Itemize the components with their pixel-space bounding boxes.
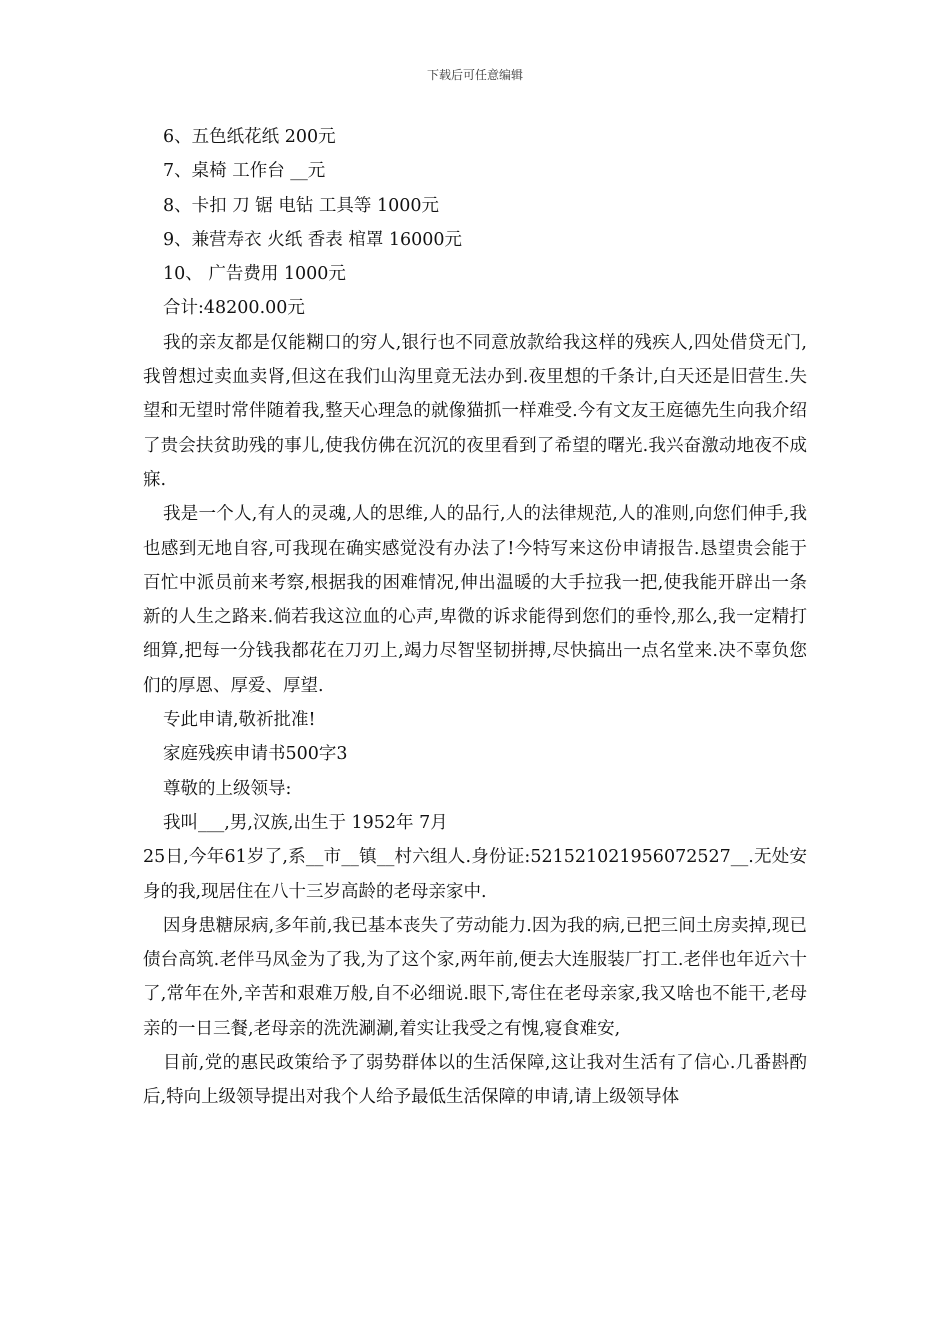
paragraph: 目前,党的惠民政策给予了弱势群体以的生活保障,这让我对生活有了信心.几番斟酌后,特向上级领导提出对我个人给予最低生活保障的申请,请上级领导体 xyxy=(143,1053,807,1108)
total-line: 合计:48200.00元 xyxy=(163,298,305,319)
intro-continuation: 25日,今年61岁了,系__市__镇__村六组人.身份证:521521021956072527__.无处安身的我,现居住在八十三岁高龄的老母亲家中. xyxy=(143,847,807,902)
list-item: 9、兼营寿衣 火纸 香表 棺罩 16000元 xyxy=(163,229,463,250)
paragraph: 因身患糖尿病,多年前,我已基本丧失了劳动能力.因为我的病,已把三间土房卖掉,现已债台高筑.老伴马凤金为了我,为了这个家,两年前,便去大连服装厂打工.老伴也年近六十了,常年在外,辛苦和艰难万般,自不必细说.眼下,寄住在老母亲家,我又啥也不能干,老母亲的一日三餐,老母亲的洗洗涮涮,着实让我受之有愧,寝食难安, xyxy=(143,915,807,1039)
section-title: 家庭残疾申请书500字3 xyxy=(163,744,348,765)
paragraph: 我的亲友都是仅能糊口的穷人,银行也不同意放款给我这样的残疾人,四处借贷无门,我曾想过卖血卖肾,但这在我们山沟里竟无法办到.夜里想的千条计,白天还是旧营生.失望和无望时常伴随着我,整天心理急的就像猫抓一样难受.今有文友王庭德先生向我介绍了贵会扶贫助残的事儿,使我仿佛在沉沉的夜里看到了希望的曙光.我兴奋激动地夜不成寐. xyxy=(143,332,807,490)
paragraph: 我是一个人,有人的灵魂,人的思维,人的品行,人的法律规范,人的准则,向您们伸手,我也感到无地自容,可我现在确实感觉没有办法了!今特写来这份申请报告.恳望贵会能于百忙中派员前来考察,根据我的困难情况,伸出温暖的大手拉我一把,使我能开辟出一条新的人生之路来.倘若我这泣血的心声,卑微的诉求能得到您们的垂怜,那么,我一定精打细算,把每一分钱我都花在刀刃上,竭力尽智坚韧拼搏,尽快搞出一点名堂来.决不辜负您们的厚恩、厚爱、厚望. xyxy=(143,504,807,696)
list-item: 8、卡扣 刀 锯 电钻 工具等 1000元 xyxy=(163,195,439,216)
list-item: 10、 广告费用 1000元 xyxy=(163,264,346,285)
document-body xyxy=(143,120,807,1115)
list-item: 6、五色纸花纸 200元 xyxy=(163,127,336,147)
list-item: 7、桌椅 工作台 __元 xyxy=(163,161,326,182)
closing-line: 专此申请,敬祈批准! xyxy=(163,710,316,731)
intro-line: 我叫___,男,汉族,出生于 1952年 7月 xyxy=(163,812,448,833)
page-header: 下载后可任意编辑 xyxy=(426,68,523,82)
salutation: 尊敬的上级领导: xyxy=(163,778,292,799)
